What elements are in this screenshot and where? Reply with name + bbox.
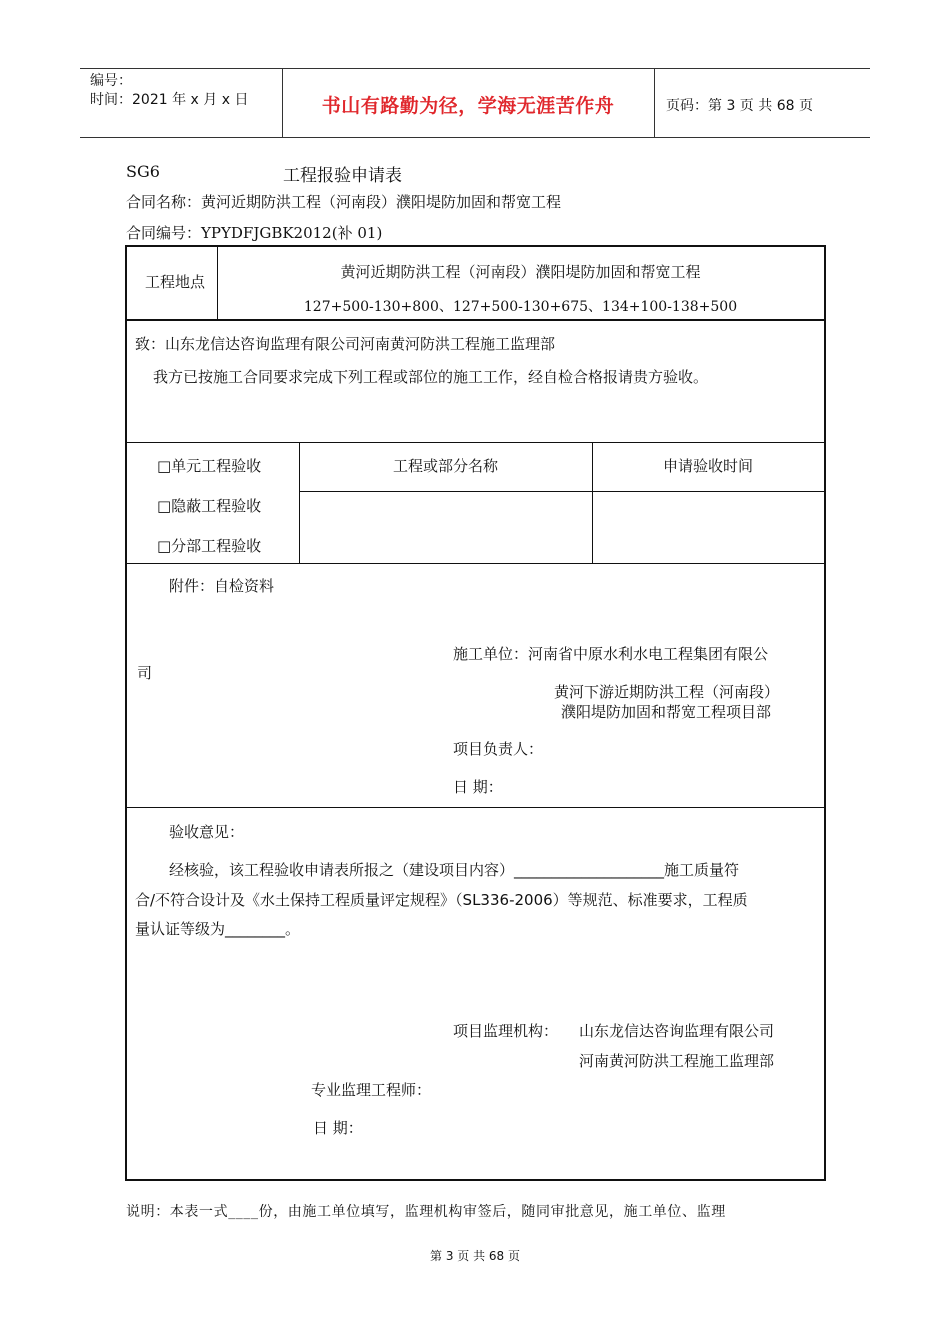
form-title: 工程报验申请表 xyxy=(283,166,402,186)
contract-number: 合同编号：YPYDFJGBK2012(补 01) xyxy=(126,224,383,242)
page-header xyxy=(80,68,870,138)
date-label-2: 日 期： xyxy=(313,1119,363,1137)
engineer-label: 专业监理工程师： xyxy=(311,1081,432,1099)
time-label: 时间：2021 年 x 月 x 日 xyxy=(90,92,249,108)
opinion-line-1: 经核验，该工程验收申请表所报之（建设项目内容）____________________施工质量符 xyxy=(169,861,740,879)
project-manager-label: 项目负责人： xyxy=(453,740,544,758)
site-stations: 127+500-130+800、127+500-130+675、134+100-138+500 xyxy=(303,299,738,315)
site-name: 黄河近期防洪工程（河南段）濮阳堤防加固和帮宽工程 xyxy=(340,263,701,281)
opinion-line-2: 合/不符合设计及《水土保持工程质量评定规程》（SL336-2006）等规范、标准要求，工程质 xyxy=(135,891,748,909)
opinion-line-3: 量认证等级为________。 xyxy=(135,920,301,938)
header-divider xyxy=(654,69,655,137)
option-unit-acceptance[interactable]: □单元工程验收 xyxy=(157,457,262,475)
form-code: SG6 xyxy=(126,162,160,181)
code-label: 编号： xyxy=(90,73,132,89)
date-label: 日 期： xyxy=(453,778,503,796)
site-label: 工程地点 xyxy=(145,273,206,291)
supervisor-org-1: 山东龙信达咨询监理有限公司 xyxy=(579,1022,775,1040)
opinion-label: 验收意见： xyxy=(169,823,245,841)
supervisor-label: 项目监理机构： xyxy=(453,1022,559,1040)
header-meta xyxy=(90,72,248,110)
contract-name: 合同名称：黄河近期防洪工程（河南段）濮阳堤防加固和帮宽工程 xyxy=(126,193,562,211)
option-partial-acceptance[interactable]: □分部工程验收 xyxy=(157,537,262,555)
row-divider xyxy=(127,319,824,321)
row-divider xyxy=(127,442,824,443)
option-concealed-acceptance[interactable]: □隐蔽工程验收 xyxy=(157,497,262,515)
note: 说明：本表一式____份，由施工单位填写，监理机构审签后，随同审批意见，施工单位、监理 xyxy=(126,1204,726,1220)
footer-page: 第 3 页 共 68 页 xyxy=(430,1249,520,1263)
row-divider xyxy=(127,563,824,564)
attachment: 附件：自检资料 xyxy=(169,577,275,595)
request-text: 我方已按施工合同要求完成下列工程或部位的施工工作，经自检合格报请贵方验收。 xyxy=(153,368,709,386)
column-project-name: 工程或部分名称 xyxy=(392,457,498,475)
contractor-dept-2: 濮阳堤防加固和帮宽工程项目部 xyxy=(561,703,772,721)
page-indicator: 页码：第 3 页 共 68 页 xyxy=(666,98,813,114)
row-divider xyxy=(299,491,824,492)
column-request-time: 申请验收时间 xyxy=(662,457,753,475)
application-form xyxy=(125,245,826,1181)
addressee: 致：山东龙信达咨询监理有限公司河南黄河防洪工程施工监理部 xyxy=(135,335,556,353)
motto: 书山有路勤为径，学海无涯苦作舟 xyxy=(321,95,615,117)
contractor-wrap: 司 xyxy=(137,664,153,682)
contractor: 施工单位：河南省中原水利水电工程集团有限公 xyxy=(453,645,769,663)
supervisor-org-2: 河南黄河防洪工程施工监理部 xyxy=(579,1052,775,1070)
contractor-dept-1: 黄河下游近期防洪工程（河南段） xyxy=(554,683,780,701)
row-divider xyxy=(127,807,824,808)
